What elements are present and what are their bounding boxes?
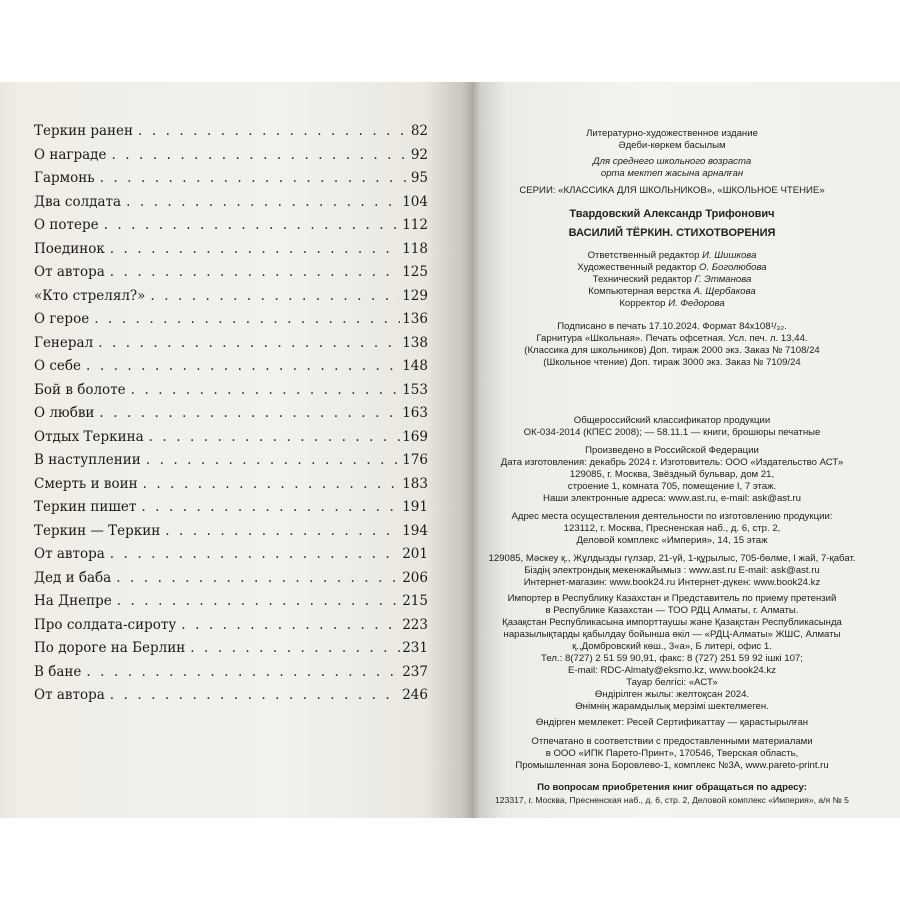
toc-entry-title: Дед и баба bbox=[34, 569, 112, 586]
toc-entry-title: О герое bbox=[34, 311, 90, 327]
toc-entry bbox=[34, 637, 428, 659]
edition-kz: Әдеби-көркем басылым bbox=[618, 140, 726, 151]
toc-entry-page: 191 bbox=[402, 499, 428, 515]
kz-line: қ.,Домбровский көш., 3«а», Б литері, офис 1. bbox=[572, 641, 772, 652]
toc-entry-title: В бане bbox=[34, 663, 82, 680]
print-line: Гарнитура «Школьная». Печать офсетная. Усл. печ. л. 13,44. bbox=[536, 333, 808, 344]
staff-line: Корректор И. Федорова bbox=[619, 298, 725, 309]
kz-line: Импортер в Республику Казахстан и Представитель по приему претензий bbox=[507, 593, 837, 604]
print-line: (Классика для школьников) Доп. тираж 2000 экз. Заказ № 7108/24 bbox=[524, 345, 820, 356]
toc-entry bbox=[34, 402, 428, 424]
toc-entry-page: 237 bbox=[402, 663, 428, 680]
toc-entry-page: 136 bbox=[402, 311, 428, 327]
toc-entry-title: Поединок bbox=[34, 240, 105, 257]
toc-leader-dots bbox=[149, 426, 401, 448]
toc-entry bbox=[34, 426, 428, 448]
toc-entry-page: 129 bbox=[402, 287, 428, 304]
toc-entry-title: О потере bbox=[34, 217, 99, 233]
toc-entry-page: 82 bbox=[410, 123, 428, 139]
publisher-line: Произведено в Российской Федерации bbox=[585, 445, 759, 456]
toc-leader-dots bbox=[131, 379, 401, 401]
toc-leader-dots bbox=[110, 684, 400, 706]
toc-entry bbox=[34, 214, 428, 236]
toc-entry-title: Отдых Теркина bbox=[34, 428, 144, 445]
kz-line: Тауар белгісі: «АСТ» bbox=[626, 677, 718, 688]
toc-entry-title: Теркин — Теркин bbox=[34, 522, 161, 539]
book-title: ВАСИЛИЙ ТЁРКИН. СТИХОТВОРЕНИЯ bbox=[568, 227, 776, 239]
country-line: Өндірген мемлекет: Ресей Сертификаттау — қарастырылған bbox=[535, 717, 809, 728]
classifier-line: ОК-034-2014 (КПЕС 2008); — 58.11.1 — книги, брошюры печатные bbox=[523, 427, 821, 438]
toc-leader-dots bbox=[126, 191, 400, 213]
toc-entry bbox=[34, 520, 428, 542]
classifier-line: Общероссийский классификатор продукции bbox=[573, 415, 771, 426]
toc-entry-page: 112 bbox=[402, 217, 428, 233]
toc-entry-title: «Кто стрелял?» bbox=[34, 287, 146, 304]
kz-line: Өндірілген жылы: желтоқсан 2024. bbox=[594, 689, 750, 700]
toc-entry-title: О награде bbox=[34, 146, 107, 163]
toc-entry-title: По дороге на Берлин bbox=[34, 640, 186, 656]
toc-entry bbox=[34, 167, 428, 189]
toc-entry bbox=[34, 191, 428, 213]
toc-entry-page: 104 bbox=[402, 193, 428, 210]
toc-entry-title: Гармонь bbox=[34, 170, 95, 186]
kz-line: Тел.: 8(727) 2 51 59 90,91, факс: 8 (727) 251 59 92 ішкі 107; bbox=[541, 653, 803, 664]
toc-entry bbox=[34, 590, 428, 612]
toc-entry-page: 163 bbox=[402, 405, 428, 421]
toc-entry bbox=[34, 567, 428, 589]
toc-entry-page: 125 bbox=[402, 264, 428, 280]
toc-entry-title: На Днепре bbox=[34, 593, 112, 609]
toc-leader-dots bbox=[146, 449, 400, 471]
toc-entry-title: О себе bbox=[34, 358, 82, 374]
toc-leader-dots bbox=[99, 402, 400, 424]
toc-entry-page: 176 bbox=[402, 452, 428, 468]
toc-entry-page: 231 bbox=[402, 640, 428, 656]
toc-entry bbox=[34, 144, 428, 166]
toc-leader-dots bbox=[150, 285, 400, 307]
toc-leader-dots bbox=[104, 214, 401, 236]
toc-entry-page: 206 bbox=[402, 569, 428, 586]
toc-leader-dots bbox=[111, 144, 408, 166]
toc-entry-title: Теркин пишет bbox=[34, 499, 137, 515]
toc-leader-dots bbox=[98, 332, 400, 354]
toc-entry-page: 153 bbox=[402, 381, 428, 398]
toc-entry-page: 169 bbox=[402, 428, 428, 445]
toc-entry bbox=[34, 684, 428, 706]
toc-entry-title: Два солдата bbox=[34, 193, 122, 210]
toc-entry bbox=[34, 308, 428, 330]
toc-leader-dots bbox=[100, 167, 409, 189]
kz-line: наразылықтарды қабылдау бойынша өкіл — «РДЦ-Алматы» ЖШС, Алматы bbox=[503, 629, 841, 640]
toc-leader-dots bbox=[181, 614, 400, 636]
toc-entry-title: Смерть и воин bbox=[34, 475, 138, 492]
toc-entry-title: От автора bbox=[34, 546, 105, 562]
imprint-page bbox=[472, 82, 900, 818]
kz-line: 129085, Мәскеу қ., Жұлдызды гүлзар, 21-үй, 1-құрылыс, 705-бөлме, I жай, 7-қабат. bbox=[488, 553, 856, 564]
toc-entry-page: 148 bbox=[402, 358, 428, 374]
print-line: Подписано в печать 17.10.2024. Формат 84x108¹/₃₂. bbox=[557, 321, 787, 332]
toc-entry-title: Теркин ранен bbox=[34, 123, 134, 139]
toc-leader-dots bbox=[190, 637, 400, 659]
toc-entry bbox=[34, 614, 428, 636]
toc-entry bbox=[34, 661, 428, 683]
toc-entry-page: 95 bbox=[410, 170, 428, 186]
toc-entry bbox=[34, 379, 428, 401]
publisher-line: Наши электронные адреса: www.ast.ru, e-mail: ask@ast.ru bbox=[543, 493, 801, 504]
toc-entry-title: Про солдата-сироту bbox=[34, 616, 177, 633]
edition-ru: Литературно-художественное издание bbox=[586, 128, 758, 139]
toc-entry bbox=[34, 120, 428, 142]
series: СЕРИИ: «КЛАССИКА ДЛЯ ШКОЛЬНИКОВ», «ШКОЛЬНОЕ ЧТЕНИЕ» bbox=[519, 185, 825, 196]
kz-line: Қазақстан Республикасына импорттаушы және Қазақстан Республикасында bbox=[502, 617, 842, 628]
toc-leader-dots bbox=[143, 473, 401, 495]
toc-entry bbox=[34, 496, 428, 518]
toc-leader-dots bbox=[110, 238, 400, 260]
printer-line: Промышленная зона Боровлево-1, комплекс №3А, www.pareto-print.ru bbox=[515, 760, 829, 771]
toc-leader-dots bbox=[86, 661, 400, 683]
table-of-contents bbox=[0, 82, 472, 818]
toc-entry-page: 215 bbox=[402, 593, 428, 609]
toc-leader-dots bbox=[141, 496, 400, 518]
toc-entry bbox=[34, 332, 428, 354]
toc-entry-title: От автора bbox=[34, 687, 105, 703]
author: Твардовский Александр Трифонович bbox=[569, 208, 775, 220]
kz-line: Біздің электрондық мекенжайымыз : www.ast.ru E-mail: ask@ast.ru bbox=[524, 565, 820, 576]
toc-leader-dots bbox=[110, 261, 400, 283]
address-line: Деловой комплекс «Империя», 14, 15 этаж bbox=[576, 535, 768, 546]
purchase-address: 123317, г. Москва, Пресненская наб., д. 6, стр. 2, Деловой комплекс «Империя», а/я № 5 bbox=[495, 795, 849, 805]
toc-entry bbox=[34, 238, 428, 260]
toc-entry bbox=[34, 543, 428, 565]
open-book bbox=[0, 82, 900, 818]
staff-line: Ответственный редактор И. Шишкова bbox=[587, 250, 757, 261]
staff-line: Художественный редактор О. Боголюбова bbox=[577, 262, 767, 273]
toc-leader-dots bbox=[116, 567, 400, 589]
toc-leader-dots bbox=[94, 308, 400, 330]
toc-entry bbox=[34, 449, 428, 471]
publisher-line: строение 1, комната 705, помещение I, 7 этаж. bbox=[567, 481, 777, 492]
print-line: (Школьное чтение) Доп. тираж 3000 экз. Заказ № 7109/24 bbox=[543, 357, 801, 368]
address-line: Адрес места осуществления деятельности по изготовлению продукции: bbox=[511, 511, 833, 522]
toc-entry bbox=[34, 261, 428, 283]
toc-entry-title: О любви bbox=[34, 405, 95, 421]
publisher-line: 129085, г. Москва, Звёздный бульвар, дом 21, bbox=[569, 469, 775, 480]
toc-leader-dots bbox=[138, 120, 409, 142]
kz-line: Интернет-магазин: www.book24.ru Интернет-дүкен: www.book24.kz bbox=[523, 577, 821, 588]
kz-line: E-mail: RDC-Almaty@eksmo.kz, www.book24.kz bbox=[567, 665, 777, 676]
toc-leader-dots bbox=[110, 543, 400, 565]
publisher-line: Дата изготовления: декабрь 2024 г. Изготовитель: ООО «Издательство АСТ» bbox=[500, 457, 844, 468]
toc-leader-dots bbox=[86, 355, 400, 377]
toc-entry-title: В наступлении bbox=[34, 452, 141, 468]
toc-entry-page: 183 bbox=[402, 475, 428, 492]
toc-entry bbox=[34, 355, 428, 377]
toc-entry-page: 201 bbox=[402, 546, 428, 562]
toc-leader-dots bbox=[117, 590, 401, 612]
purchase-title: По вопросам приобретения книг обращаться по адресу: bbox=[537, 782, 807, 793]
toc-entry bbox=[34, 285, 428, 307]
toc-entry-title: От автора bbox=[34, 264, 105, 280]
kz-line: в Республике Казахстан — ТОО РДЦ Алматы, г. Алматы. bbox=[545, 605, 799, 616]
toc-entry bbox=[34, 473, 428, 495]
toc-entry-page: 138 bbox=[402, 334, 428, 351]
toc-leader-dots bbox=[165, 520, 400, 542]
toc-entry-title: Бой в болоте bbox=[34, 381, 126, 398]
toc-entry-page: 223 bbox=[402, 616, 428, 633]
toc-entry-page: 118 bbox=[402, 240, 428, 257]
staff-line: Технический редактор Г. Этманова bbox=[592, 274, 752, 285]
toc-entry-page: 194 bbox=[402, 522, 428, 539]
printer-line: Отпечатано в соответствии с предоставленными материалами bbox=[531, 736, 813, 747]
staff-line: Компьютерная верстка А. Щербакова bbox=[588, 286, 756, 297]
age-kz: орта мектеп жасына арналған bbox=[600, 168, 744, 179]
toc-entry-title: Генерал bbox=[34, 334, 94, 351]
toc-entry-page: 246 bbox=[402, 687, 428, 703]
kz-line: Өнімнің жарамдылық мерзімі шектелмеген. bbox=[575, 701, 769, 712]
address-line: 123112, г. Москва, Пресненская наб., д. 6, стр. 2, bbox=[563, 523, 781, 534]
age-ru: Для среднего школьного возраста bbox=[592, 156, 752, 167]
toc-entry-page: 92 bbox=[410, 146, 428, 163]
printer-line: в ООО «ИПК Парето-Принт», 170546, Тверская область, bbox=[545, 748, 799, 759]
